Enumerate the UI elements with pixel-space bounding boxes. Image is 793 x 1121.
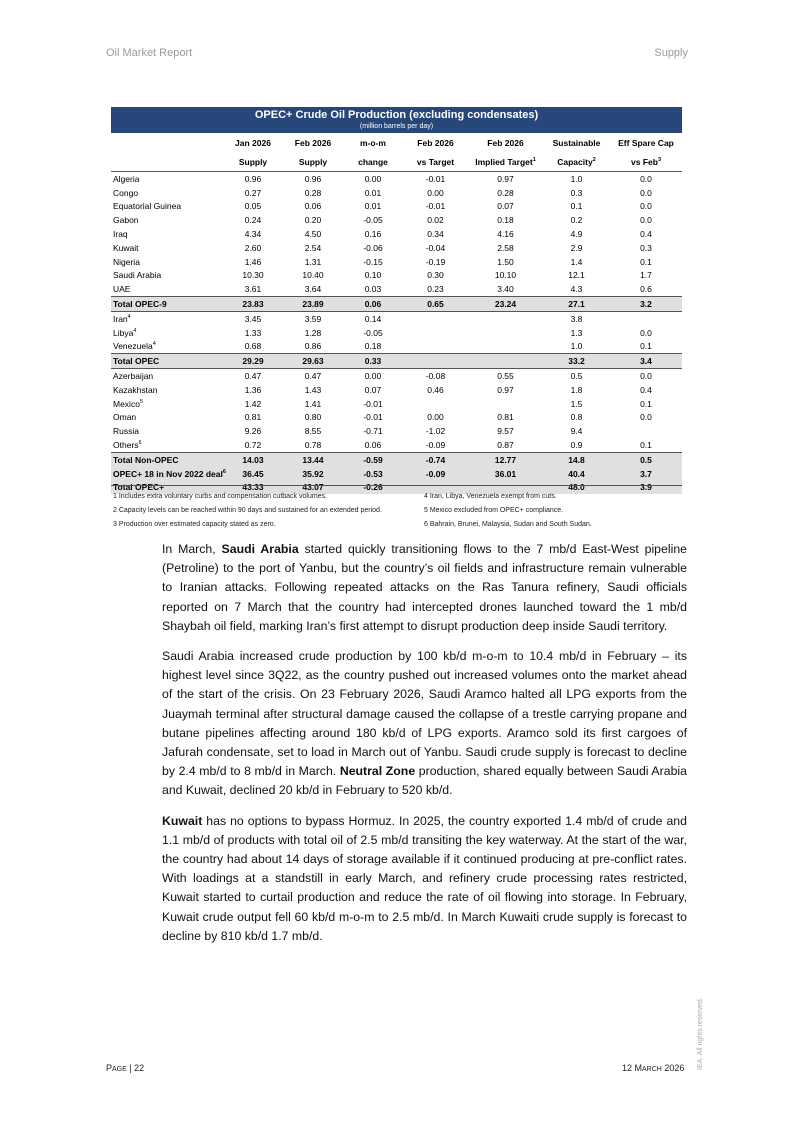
- row-label: Congo: [113, 187, 139, 198]
- row-label: Saudi Arabia: [113, 270, 162, 281]
- table-cell: 0.00: [427, 187, 444, 198]
- paragraph: [162, 647, 687, 801]
- table-row: [111, 200, 682, 214]
- table-cell: 2.58: [497, 242, 514, 253]
- table-cell: 0.46: [427, 384, 444, 395]
- table-cell: 4.16: [497, 229, 514, 240]
- notes-divider: [111, 485, 682, 486]
- table-cell: 0.07: [497, 201, 514, 212]
- text-run: In March,: [162, 542, 222, 556]
- table-row: [111, 172, 682, 186]
- table-cell: 0.4: [640, 384, 652, 395]
- footnote-ref: 3: [657, 156, 661, 163]
- row-label: Iraq: [113, 229, 128, 240]
- table-cell: 1.42: [244, 398, 262, 409]
- report-title: Oil Market Report: [106, 47, 193, 59]
- body-text: [162, 540, 687, 957]
- table-cell: 14.03: [242, 454, 264, 465]
- table-cell: 0.6: [640, 284, 652, 295]
- page-number: [106, 1063, 144, 1073]
- row-label: Venezuela$^4$: [113, 341, 156, 352]
- table-cell: 0.3: [570, 187, 583, 198]
- row-label: Total OPEC-9: [113, 299, 167, 310]
- note-row: [113, 503, 683, 517]
- table-cell: 1.7: [640, 270, 652, 281]
- row-label: UAE: [113, 284, 131, 295]
- table-cell: 0.81: [244, 412, 262, 423]
- table-cell: 0.18: [497, 215, 514, 226]
- footnote-ref: 5: [139, 398, 143, 405]
- page-word: AGE: [112, 1066, 127, 1073]
- date-month-rest: ARCH: [642, 1066, 662, 1073]
- table-cell: 0.9: [570, 440, 583, 451]
- table-cell: 10.10: [494, 270, 517, 281]
- table-header-row: [111, 152, 682, 172]
- table-cell: 3.9: [640, 482, 652, 493]
- table-cell: -0.74: [425, 454, 446, 465]
- table-cell: 35.92: [302, 468, 324, 479]
- table-cell: -0.19: [425, 256, 446, 267]
- table-cell: 9.4: [570, 426, 583, 437]
- table-cell: 4.3: [570, 284, 583, 295]
- table-cell: 1.0: [570, 173, 583, 184]
- column-header: Implied Target$^1$: [475, 156, 536, 167]
- table-cell: 0.0: [640, 412, 652, 423]
- column-header: change: [358, 156, 388, 167]
- table-cell: -0.09: [425, 440, 446, 451]
- table-cell: 1.28: [304, 327, 322, 338]
- table-cell: 0.30: [427, 270, 444, 281]
- table-cell: 0.68: [244, 341, 262, 352]
- table-cell: -0.71: [363, 426, 383, 437]
- row-label: Algeria: [113, 173, 140, 184]
- table-cell: 0.5: [640, 454, 652, 465]
- table-cell: 0.0: [640, 201, 652, 212]
- table-cell: 0.27: [244, 187, 262, 198]
- date-year: 2026: [661, 1063, 685, 1073]
- column-header: Capacity$^2$: [557, 156, 596, 167]
- table-cell: 0.80: [304, 412, 322, 423]
- row-label: Gabon: [113, 215, 139, 226]
- footnote-ref: 4: [133, 327, 137, 334]
- table-row: [111, 269, 682, 283]
- table-cell: 23.24: [494, 299, 517, 310]
- column-header: vs Target: [416, 156, 455, 167]
- table-cell: 4.9: [570, 229, 583, 240]
- table-row: [111, 326, 682, 340]
- row-label: Mexico$^5$: [113, 398, 143, 409]
- table-cell: 2.54: [304, 242, 322, 253]
- note-row: [113, 517, 683, 531]
- table-cell: 0.81: [497, 412, 514, 423]
- table-cell: 23.83: [242, 299, 264, 310]
- row-label: Kazakhstan: [113, 384, 158, 395]
- table-cell: 0.16: [364, 229, 382, 240]
- table-cell: 10.30: [242, 270, 264, 281]
- table-cell: 1.46: [244, 256, 262, 267]
- table-cell: 3.7: [640, 468, 652, 479]
- section-name: Supply: [654, 47, 688, 59]
- table-cell: 0.97: [497, 173, 514, 184]
- table-row: [111, 241, 682, 255]
- table-cell: -0.09: [425, 468, 446, 479]
- paragraph: [162, 540, 687, 636]
- table-cell: 0.00: [364, 371, 382, 382]
- table-cell: 0.18: [364, 341, 382, 352]
- table-cell: 3.8: [570, 313, 583, 324]
- column-header: vs Feb$^3$: [631, 156, 661, 167]
- table-cell: 0.8: [570, 412, 583, 423]
- table-cell: 3.4: [640, 356, 652, 367]
- table-cell: 1.33: [244, 327, 262, 338]
- table-cell: 33.2: [568, 356, 585, 367]
- table-cell: 3.2: [640, 299, 652, 310]
- table-cell: 29.29: [242, 356, 264, 367]
- note-right: 4 Iran, Libya, Venezuela exempt from cuts.: [424, 492, 557, 500]
- table-cell: -0.01: [425, 201, 446, 212]
- table-cell: 0.06: [304, 201, 322, 212]
- row-label: Total OPEC: [113, 356, 160, 367]
- column-header: Supply: [298, 156, 328, 167]
- table-cell: -0.01: [425, 173, 446, 184]
- table-cell: 1.5: [570, 398, 583, 409]
- table-cell: -0.06: [363, 242, 383, 253]
- table-cell: 36.45: [242, 468, 264, 479]
- report-date: [622, 1063, 684, 1073]
- row-label: Total Non-OPEC: [113, 454, 179, 465]
- table-cell: 0.96: [304, 173, 322, 184]
- table-cell: -0.59: [363, 454, 383, 465]
- note-row: [113, 489, 683, 503]
- table-cell: 0.5: [570, 371, 583, 382]
- table-cell: -0.08: [425, 371, 446, 382]
- table-cell: 0.55: [497, 371, 514, 382]
- table-cell: 12.1: [568, 270, 585, 281]
- table-cell: 0.14: [364, 313, 382, 324]
- footnote-ref: 6: [222, 468, 226, 475]
- row-label: Nigeria: [113, 256, 140, 267]
- footnote-ref: 1: [532, 156, 536, 163]
- table-cell: 0.86: [304, 341, 322, 352]
- table-cell: 9.26: [244, 426, 262, 437]
- table-row: [111, 368, 682, 383]
- text-run: has no options to bypass Hormuz. In 2025, the country exported 1.4 mb/d of crude and 1.1 mb/d of products with total oil of 2.5 mb/d transiting the key waterway. At the start of the war, the country had about 14 days of storage available if it continued producing at pre-conflict rates. With loadings at a standstill in early March, and refinery crude processing rates restricted, Kuwait started to curtail production and reduce the rate of oil flowing into storage. In February, Kuwait crude output fell 60 kb/d m-o-m to 2.5 mb/d. In March Kuwaiti crude supply is forecast to decline by 810 kb/d 1.7 mb/d.: [162, 813, 687, 943]
- table-cell: 1.36: [244, 384, 262, 395]
- table-cell: 0.03: [364, 284, 382, 295]
- bold-term: Saudi Arabia: [221, 542, 299, 556]
- table-cell: 43.33: [242, 482, 264, 493]
- text-run: started quickly transitioning flows to the 7 mb/d East-West pipeline (Petroline) to the port of Yanbu, but the country’s oil fields and infrastructure remain vulnerable to Iranian attacks. Following repeated attacks on the Ras Tanura refinery, Saudi officials reported on 7 March that the country had intercepted drones launched toward the 1 mb/d Shaybah oil field, marking Iran’s first attempt to disrupt production deep inside Saudi territory.: [162, 542, 687, 633]
- table-row: [111, 340, 682, 354]
- table-row: [111, 383, 682, 397]
- table-row: [111, 397, 682, 411]
- table-cell: 13.44: [302, 454, 324, 465]
- table-cell: 1.41: [304, 398, 322, 409]
- row-label: Total OPEC+: [113, 482, 165, 493]
- table-cell: 0.06: [364, 440, 382, 451]
- table-cell: 0.1: [640, 341, 652, 352]
- page-prefix: P: [106, 1063, 113, 1073]
- table-cell: -0.01: [363, 398, 383, 409]
- table-cell: 0.0: [640, 327, 652, 338]
- table-cell: -0.53: [363, 468, 383, 479]
- table-cell: 12.77: [494, 454, 517, 465]
- row-label: Kuwait: [113, 242, 139, 253]
- table-cell: 0.97: [497, 384, 514, 395]
- table-cell: 2.9: [570, 242, 583, 253]
- table-cell: 0.72: [244, 440, 262, 451]
- table-cell: 40.4: [568, 468, 585, 479]
- table-cell: 0.33: [364, 356, 382, 367]
- table-total-row: [111, 353, 682, 368]
- table-cell: 0.20: [304, 215, 322, 226]
- table-cell: 0.02: [427, 215, 444, 226]
- table-cell: 1.0: [570, 341, 583, 352]
- table-cell: 0.2: [570, 215, 583, 226]
- table-cell: 0.00: [427, 412, 444, 423]
- table-cell: -0.04: [425, 242, 446, 253]
- table-cell: 0.3: [640, 242, 652, 253]
- row-label: Others$^6$: [113, 440, 142, 451]
- table-cell: 0.10: [364, 270, 382, 281]
- table-cell: -0.15: [363, 256, 383, 267]
- table-cell: 0.05: [244, 201, 262, 212]
- column-header: Sustainable: [552, 137, 601, 148]
- bold-term: Kuwait: [162, 813, 203, 828]
- table-cell: 0.78: [304, 440, 322, 451]
- footnote-ref: 4: [152, 341, 156, 348]
- table-row: [111, 438, 682, 452]
- table-cell: 0.0: [640, 371, 652, 382]
- table-cell: 1.43: [304, 384, 322, 395]
- paragraph: [162, 812, 687, 946]
- table-row: [111, 227, 682, 241]
- note-left: 3 Production over estimated capacity stated as zero.: [113, 520, 276, 528]
- table-cell: 10.40: [302, 270, 324, 281]
- table-cell: 0.0: [640, 173, 652, 184]
- table-cell: 0.28: [497, 187, 514, 198]
- table-cell: 27.1: [568, 299, 585, 310]
- row-label: Oman: [113, 412, 137, 423]
- row-label: Iran$^4$: [113, 313, 131, 324]
- footnote-ref: 4: [127, 314, 131, 321]
- note-left: 2 Capacity levels can be reached within 90 days and sustained for an extended period.: [113, 506, 382, 514]
- table-cell: 0.4: [640, 229, 652, 240]
- column-header: Jan 2026: [235, 137, 271, 148]
- table-cell: 3.64: [304, 284, 322, 295]
- table-cell: 3.61: [244, 284, 262, 295]
- table-cell: 8.55: [304, 426, 322, 437]
- table-cell: 3.40: [497, 284, 514, 295]
- table-cell: 0.1: [640, 440, 652, 451]
- row-label: Equatorial Guinea: [113, 201, 182, 212]
- table-cell: 0.28: [304, 187, 322, 198]
- table-cell: 0.1: [640, 398, 652, 409]
- table-cell: -1.02: [425, 426, 446, 437]
- table-total-row: [111, 296, 682, 311]
- row-label: Libya$^4$: [113, 327, 137, 338]
- table-cell: 0.87: [497, 440, 514, 451]
- table-cell: -0.05: [363, 215, 383, 226]
- table-row: [111, 213, 682, 227]
- table-header-row: [111, 133, 682, 152]
- text-run: production, shared equally between Saudi Arabia and Kuwait, declined 20 kb/d in February to 520 kb/d.: [162, 764, 687, 798]
- table-cell: 4.50: [304, 229, 322, 240]
- production-table: [111, 107, 682, 494]
- table-row: [111, 255, 682, 269]
- table-cell: -0.26: [363, 482, 383, 493]
- table-row: [111, 311, 682, 326]
- table-cell: 48.0: [568, 482, 585, 493]
- table-cell: 0.1: [640, 256, 652, 267]
- row-label: Azerbaijan: [113, 371, 154, 382]
- table-row: [111, 424, 682, 438]
- table-cell: 2.60: [244, 242, 262, 253]
- row-label: OPEC+ 18 in Nov 2022 deal$^6$: [113, 468, 226, 479]
- table-cell: 1.31: [304, 256, 322, 267]
- table-cell: 0.01: [364, 187, 382, 198]
- table-cell: 0.65: [427, 299, 444, 310]
- table-cell: 4.34: [244, 229, 262, 240]
- text-run: Saudi Arabia increased crude production by 100 kb/d m-o-m to 10.4 mb/d in February – its highest level since 3Q22, as the country pushed out increased volumes onto the market ahead of the start of the crisis. On 23 February 2026, Saudi Aramco halted all LPG exports from the Juaymah terminal after structural damage caused the collapse of a trestle carrying propane and butane pipelines affecting around 180 kb/d of LPG exports. Aramco sold its first cargoes of Jafurah condensate, set to load in March out of Yanbu. Saudi crude supply is forecast to decline by 2.4 mb/d to 8 mb/d in March.: [162, 649, 687, 779]
- table-cell: -0.01: [363, 412, 383, 423]
- table-cell: 1.4: [570, 256, 583, 267]
- table-cell: 0.23: [427, 284, 444, 295]
- page-num: | 22: [129, 1063, 145, 1073]
- note-right: 6 Bahrain, Brunei, Malaysia, Sudan and South Sudan.: [424, 520, 592, 528]
- table-cell: 0.47: [244, 371, 262, 382]
- table-cell: 0.01: [364, 201, 382, 212]
- table-cell: 3.45: [244, 313, 262, 324]
- table-cell: 0.0: [640, 187, 652, 198]
- note-right: 5 Mexico excluded from OPEC+ compliance.: [424, 506, 564, 514]
- table-cell: 43.07: [302, 482, 324, 493]
- table-cell: 1.50: [497, 256, 514, 267]
- table-cell: 36.01: [494, 468, 517, 479]
- footnote-ref: 2: [592, 156, 596, 163]
- table-title-bar: [111, 107, 682, 133]
- date-day: 12 M: [622, 1063, 643, 1073]
- table-cell: 0.06: [364, 299, 382, 310]
- column-header: m-o-m: [360, 137, 386, 148]
- table-cell: 0.24: [244, 215, 262, 226]
- copyright-note: IEA. All rights reserved.: [697, 997, 704, 1070]
- table-body: [111, 133, 682, 494]
- table-cell: 0.47: [304, 371, 322, 382]
- column-header: Eff Spare Cap: [618, 137, 674, 148]
- column-header: Feb 2026: [294, 137, 332, 148]
- table-cell: 0.1: [570, 201, 583, 212]
- table-cell: 0.0: [640, 215, 652, 226]
- note-left: 1 Includes extra voluntary curbs and compensation cutback volumes.: [113, 492, 328, 500]
- bold-term: Neutral Zone: [339, 764, 416, 779]
- table-subtitle: (million barrels per day): [359, 123, 434, 130]
- table-cell: 14.8: [568, 454, 585, 465]
- table-row: [111, 282, 682, 296]
- table-cell: 1.3: [570, 327, 583, 338]
- column-header: Feb 2026: [417, 137, 454, 148]
- table-cell: -0.05: [363, 327, 383, 338]
- column-header: Feb 2026: [487, 137, 524, 148]
- table-notes: [113, 489, 683, 531]
- table-cell: 0.96: [244, 173, 262, 184]
- table-cell: 0.00: [364, 173, 382, 184]
- table-cell: 9.57: [497, 426, 514, 437]
- column-header: Supply: [238, 156, 268, 167]
- table-cell: 0.34: [427, 229, 444, 240]
- table-total-row: [111, 467, 682, 481]
- table-cell: 0.07: [364, 384, 382, 395]
- table-row: [111, 186, 682, 200]
- table-cell: 23.89: [302, 299, 324, 310]
- footnote-ref: 6: [138, 440, 142, 447]
- table-cell: 3.59: [304, 313, 322, 324]
- table-cell: 29.63: [302, 356, 324, 367]
- table-cell: 1.8: [570, 384, 583, 395]
- table-row: [111, 411, 682, 425]
- table-title: OPEC+ Crude Oil Production (excluding condensates): [254, 109, 539, 121]
- table-total-row: [111, 452, 682, 467]
- row-label: Russia: [113, 426, 139, 437]
